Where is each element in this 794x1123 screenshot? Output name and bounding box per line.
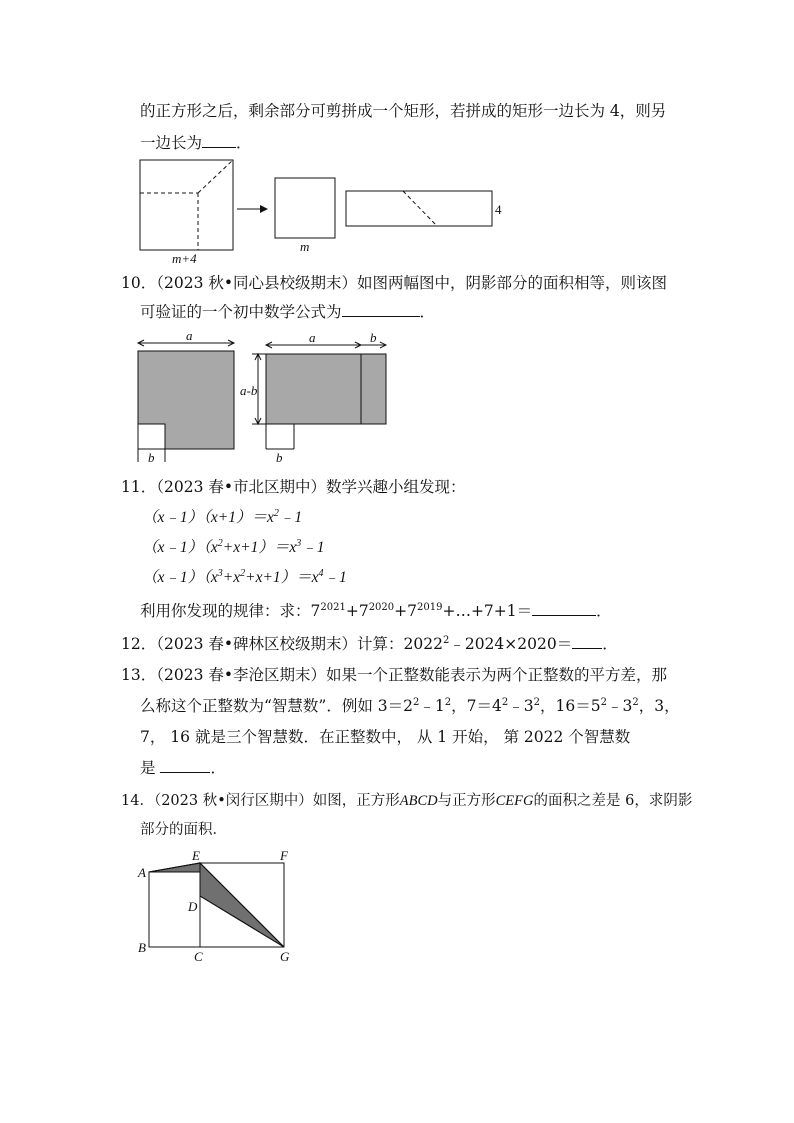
q13-text: （2023 春•李沧区期末）如果一个正整数能表示为两个正整数的平方差，那 (156, 666, 668, 684)
q10-text: （2023 秋•同心县校级期末）如图两幅图中，阴影部分的面积相等，则该图 (156, 274, 668, 292)
q11-eq2-e1: 2 (217, 538, 223, 549)
q12-rest: ﹣2024×2020＝ (449, 635, 573, 653)
q11-eq2-e2: 3 (296, 538, 302, 549)
q11-eq3-e3: 4 (318, 568, 324, 579)
q11-eq1-exp: 2 (273, 508, 279, 519)
q9-label-small: m (300, 239, 310, 254)
q12-end: ． (602, 635, 618, 653)
q11-t2: +7 (345, 602, 369, 620)
q11-eq3-p2: +x (222, 569, 241, 586)
q11-eq3-p3: +x+1）＝x (245, 569, 319, 586)
q9-text-line2-label: 一边长为 (140, 134, 203, 152)
q11-e1: 2021 (320, 602, 346, 613)
q10-left-label-a: a (186, 328, 193, 343)
q9-end: ． (236, 134, 252, 152)
q12-text: （2023 春•碑林区校级期末）计算：2022 (156, 635, 443, 653)
q11-text: （2023 春•市北区期中）数学兴趣小组发现： (156, 478, 466, 496)
q11-e3: 2019 (417, 602, 443, 613)
q14-number: 14． (121, 793, 154, 809)
q10-right-label-b2: b (276, 450, 283, 465)
q14-cefg: CEFG (495, 793, 534, 809)
q13-l2f: ﹣3 (606, 697, 633, 715)
q13-text-line3: 7， 16 就是三个智慧数．在正整数中， 从 1 开始， 第 2022 个智慧数 (140, 728, 631, 746)
q11-eq2-rhs: ﹣1 (301, 539, 325, 556)
q14-line-EG (200, 863, 284, 947)
q10-text-line2-label: 可验证的一个初中数学公式为 (140, 303, 342, 321)
q12-exp: 2 (442, 635, 450, 646)
q11-eq1-rhs: ﹣1 (278, 509, 303, 526)
q13-l4: 是 (140, 759, 156, 777)
q9-label-rect: 4 (495, 202, 502, 217)
q14-label-C: C (194, 949, 203, 964)
q10-number: 10． (121, 274, 157, 292)
q14-label-E: E (192, 848, 200, 863)
q11-eq3-e1: 3 (217, 568, 223, 579)
q10-left-label-b: b (148, 450, 155, 465)
q14-l1b: 与正方形 (437, 793, 496, 809)
q14-label-B: B (138, 940, 146, 955)
q14-label-F: F (280, 848, 288, 863)
q11-eq3-e2: 2 (240, 568, 246, 579)
q13-l2d: ﹣3 (508, 697, 534, 715)
q10-right-label-a: a (309, 330, 316, 345)
q13-l2c: ，7＝4 (451, 697, 502, 715)
q13-end: ． (210, 759, 226, 777)
q11-tail: +…+7+1＝ (442, 602, 533, 620)
q11-eq2-p2: +x+1）＝x (222, 539, 297, 556)
q13-l2b: ﹣1 (419, 697, 445, 715)
q14-line-DG (200, 896, 284, 947)
q9-text-line1: 的正方形之后，剩余部分可剪拼成一个矩形，若拼成的矩形一边长为 4，则另 (140, 102, 667, 120)
q11-eq3-rhs: ﹣1 (323, 569, 347, 586)
q11-e2: 2020 (368, 602, 395, 613)
q14-l1c: 的面积之差是 6，求阴影 (533, 793, 693, 809)
q11-eq2-p1: （x﹣1）（x (142, 539, 218, 556)
q13-number: 13． (121, 666, 157, 684)
q13-l2g: ，3， (638, 697, 680, 715)
q13-sq4: 2 (533, 697, 540, 708)
q14-text-line2: 部分的面积． (140, 822, 227, 838)
q9-label-big: m+4 (172, 251, 197, 266)
q12-number: 12． (121, 635, 157, 653)
q13-l2e: ，16＝5 (539, 697, 601, 715)
q10-right-label-b: b (370, 330, 377, 345)
q11-number: 11． (121, 478, 157, 496)
q13-l2a: 么称这个正整数为“智慧数”．例如 3＝2 (140, 697, 413, 715)
q13-sq2: 2 (444, 697, 452, 708)
q14-abcd: ABCD (399, 793, 438, 809)
q13-sq3: 2 (501, 697, 509, 708)
q11-prompt: 利用你发现的规律：求：7 (140, 602, 321, 620)
q10-end: ． (419, 303, 436, 321)
q11-t3: +7 (394, 602, 417, 620)
q13-sq6: 2 (632, 697, 639, 708)
q13-sq5: 2 (600, 697, 607, 708)
q11-end: ． (596, 602, 612, 620)
q14-label-D: D (188, 899, 198, 914)
q11-eq3-p1: （x﹣1）（x (142, 569, 218, 586)
q14-label-G: G (280, 949, 290, 964)
q14-label-A: A (138, 865, 146, 880)
q13-sq1: 2 (413, 697, 420, 708)
q14-l1a: （2023 秋•闵行区期中）如图，正方形 (153, 793, 400, 809)
q10-right-label-amb: a-b (240, 383, 258, 398)
q11-eq1-lhs: （x﹣1）（x+1）＝x (142, 509, 274, 526)
